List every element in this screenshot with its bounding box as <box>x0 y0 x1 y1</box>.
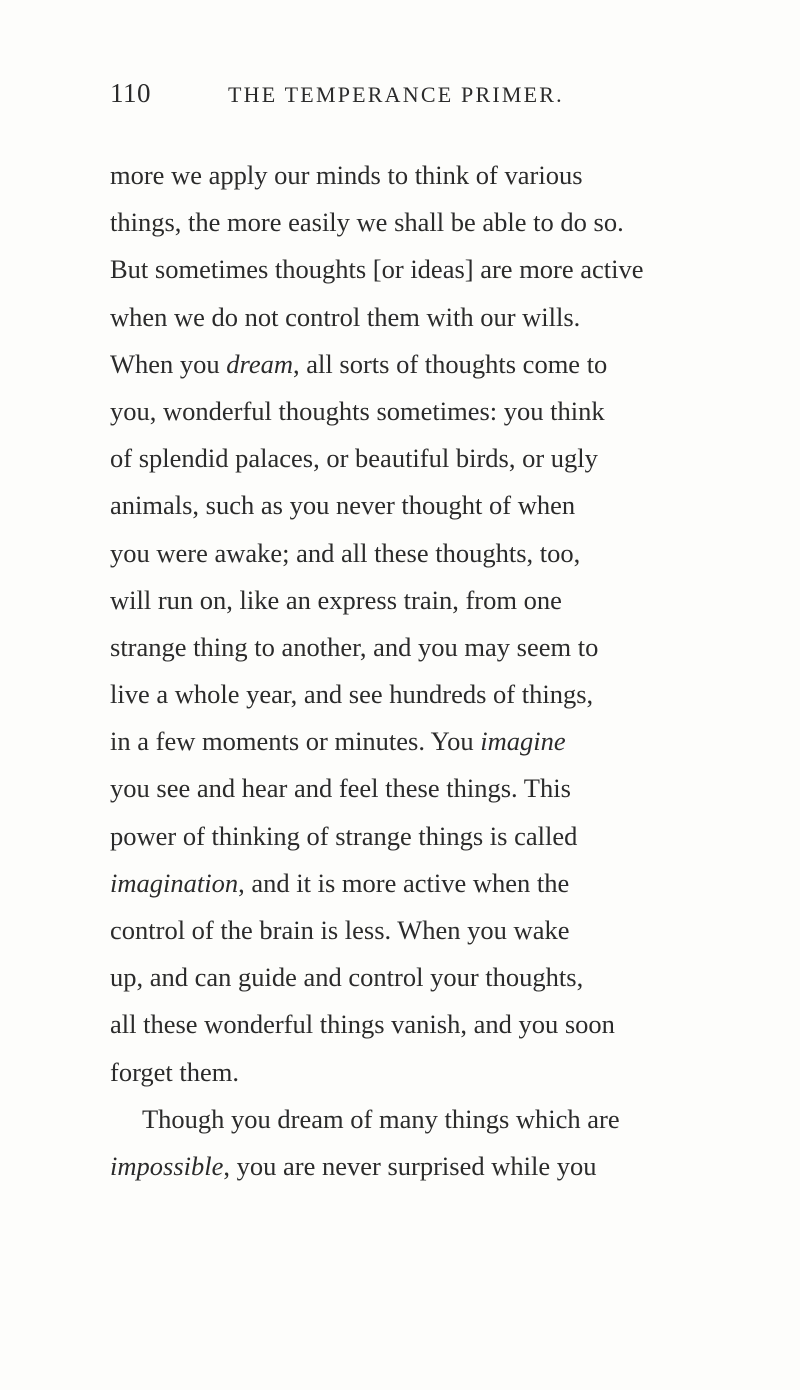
page-header <box>110 78 710 118</box>
italic-term: impossible <box>110 1150 224 1181</box>
text-line: in a few moments or minutes. You imagine <box>110 726 566 757</box>
text-line: things, the more easily we shall be able to do so. <box>110 207 624 238</box>
italic-term: imagine <box>480 726 566 757</box>
page-number: 110 <box>110 78 151 108</box>
text-line: live a whole year, and see hundreds of things, <box>110 679 594 710</box>
text-line: more we apply our minds to think of various <box>110 160 583 190</box>
text-line: But sometimes thoughts [or ideas] are more active <box>110 254 644 285</box>
text-line: forget them. <box>110 1056 240 1087</box>
text-line: When you dream, all sorts of thoughts come to <box>110 348 608 379</box>
running-title: THE TEMPERANCE PRIMER. <box>228 82 564 107</box>
text-line: imagination, and it is more active when the <box>110 867 570 898</box>
text-line: you, wonderful thoughts sometimes: you think <box>110 395 605 426</box>
text-line: you were awake; and all these thoughts, too, <box>110 537 581 568</box>
text-line: strange thing to another, and you may seem to <box>110 631 599 662</box>
italic-term: dream <box>226 348 294 379</box>
text-line: of splendid palaces, or beautiful birds, or ugly <box>110 443 598 474</box>
body-text <box>110 152 770 1190</box>
italic-term: imagination <box>110 867 239 898</box>
text-line: impossible, you are never surprised while you <box>110 1150 597 1181</box>
text-line: all these wonderful things vanish, and you soon <box>110 1009 615 1040</box>
text-line: up, and can guide and control your thoughts, <box>110 962 584 993</box>
text-line: when we do not control them with our wills. <box>110 301 581 332</box>
text-line: you see and hear and feel these things. This <box>110 773 571 804</box>
text-line: will run on, like an express train, from one <box>110 584 562 615</box>
text-line: animals, such as you never thought of when <box>110 490 576 521</box>
text-line: Though you dream of many things which are <box>142 1103 620 1134</box>
text-line: control of the brain is less. When you wake <box>110 915 570 945</box>
text-line: power of thinking of strange things is called <box>110 820 578 851</box>
